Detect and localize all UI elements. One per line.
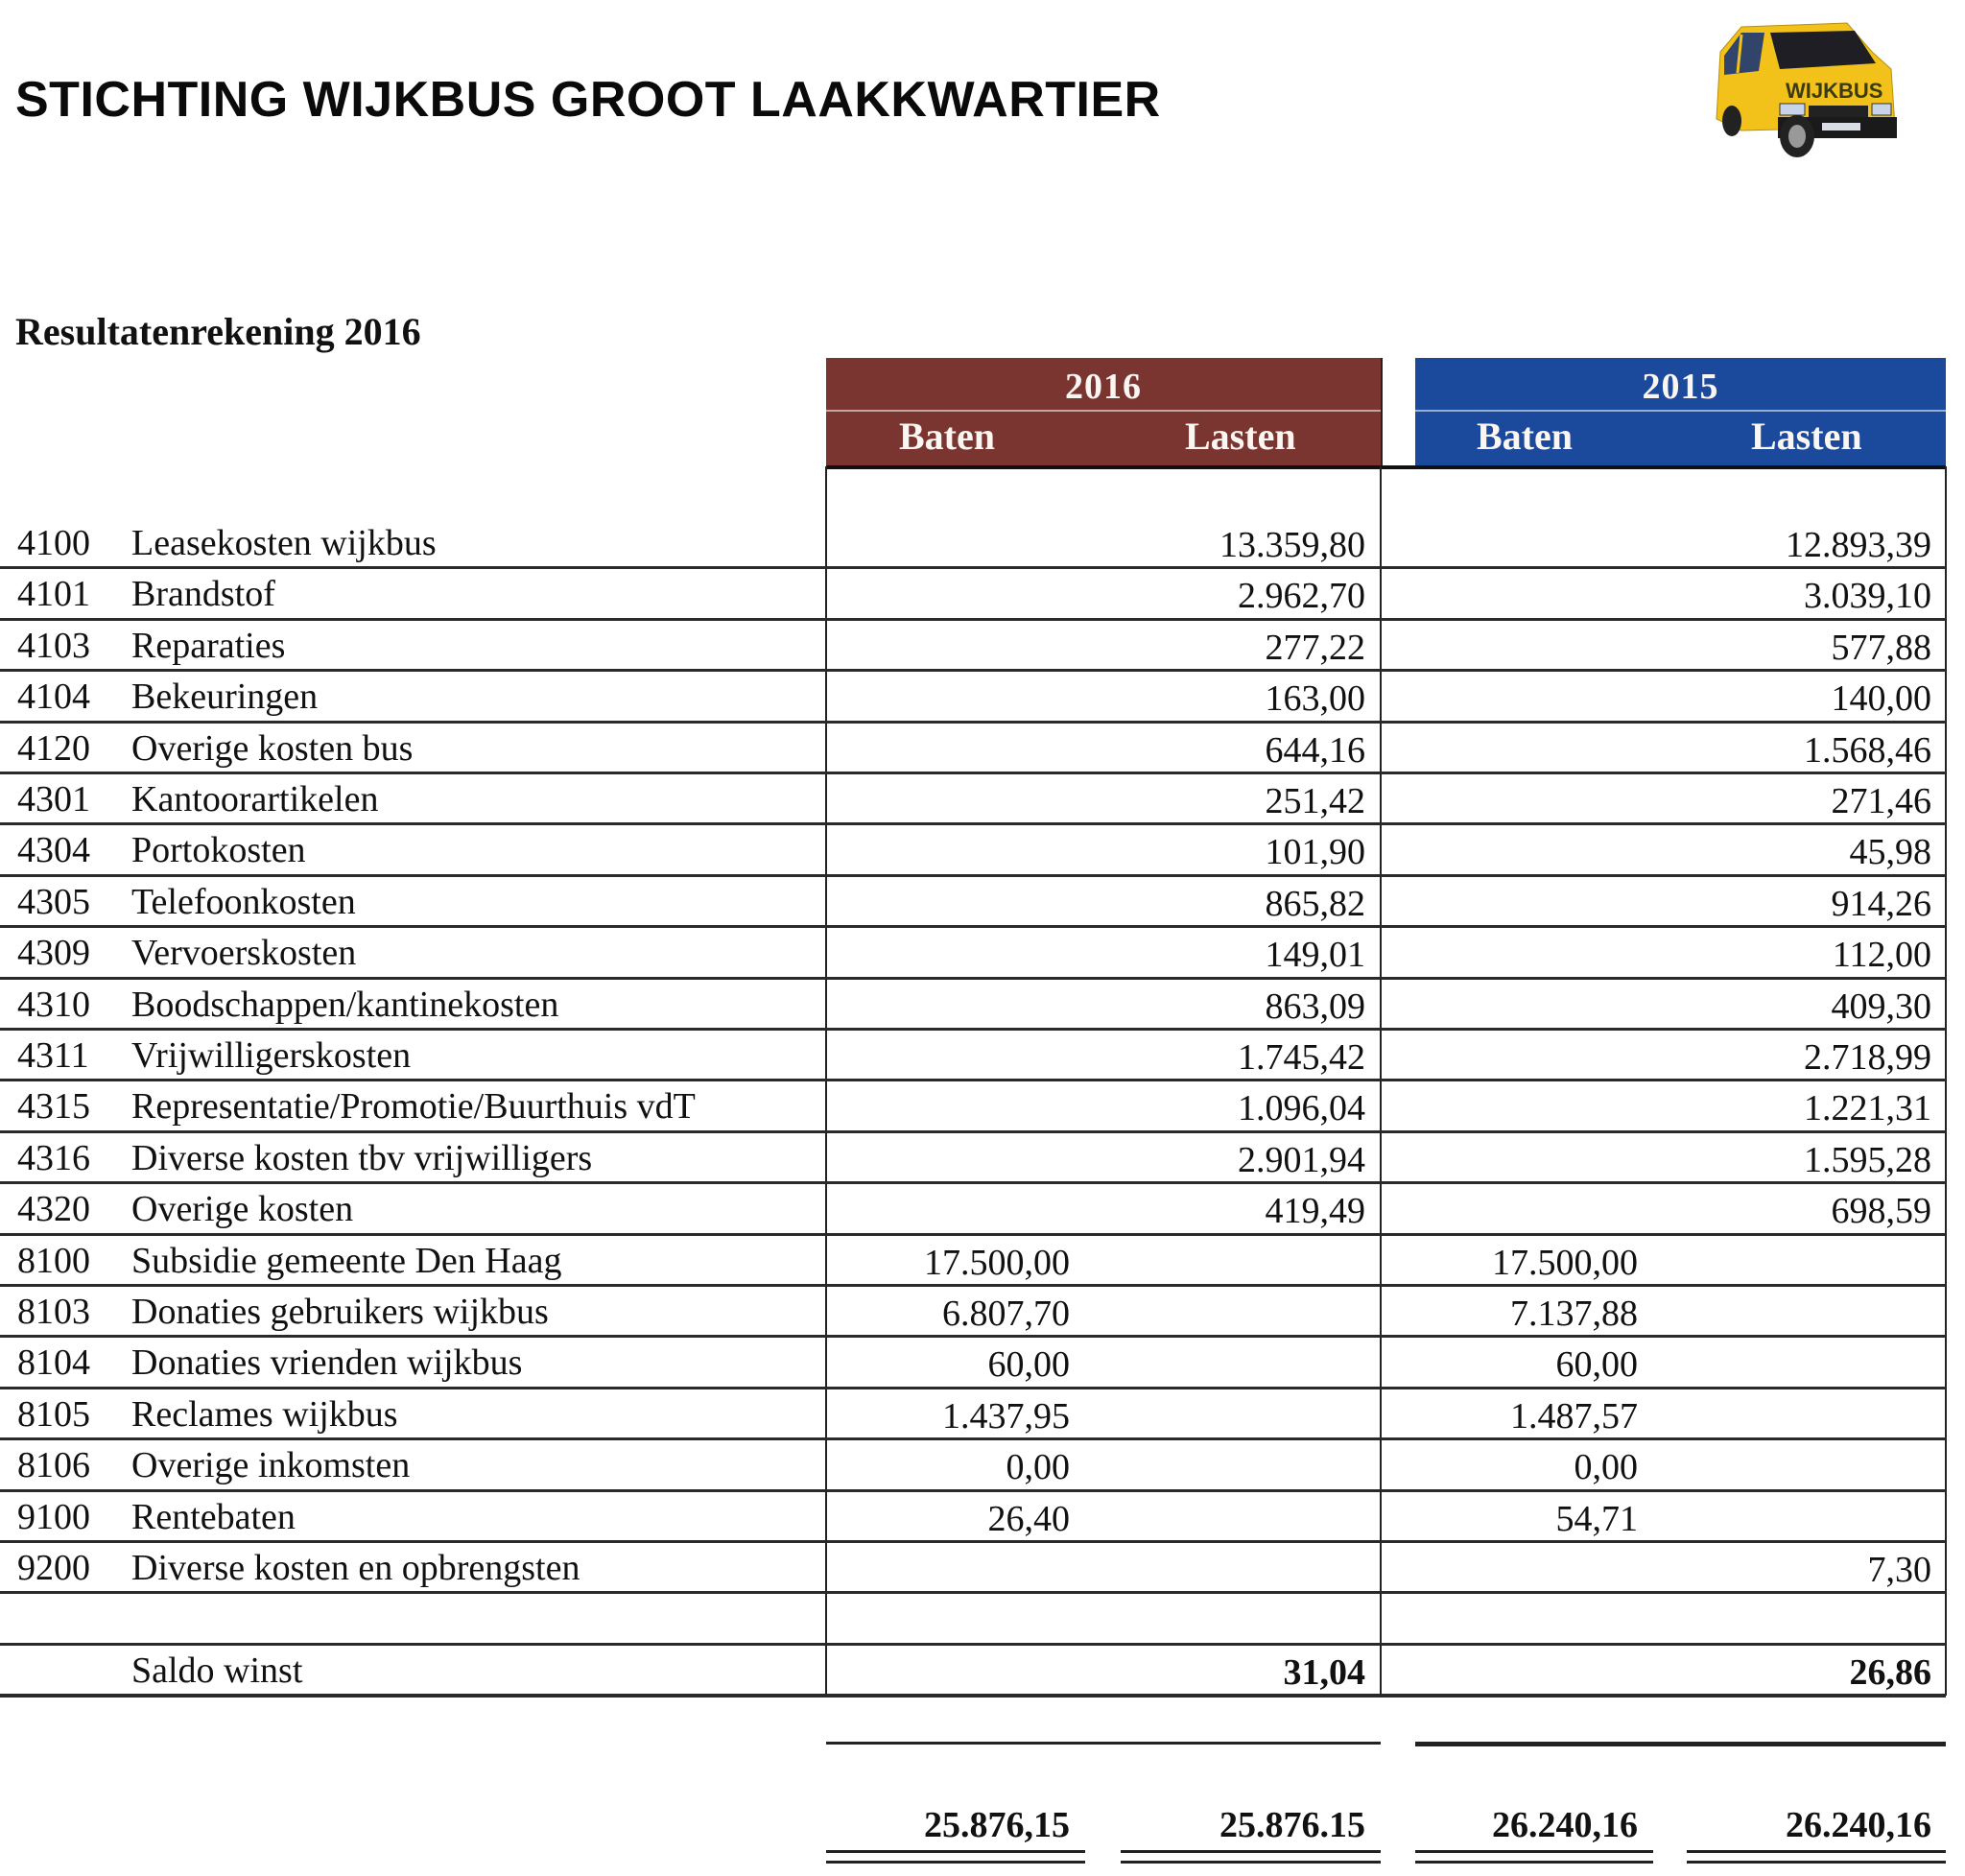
double-underline	[1121, 1850, 1381, 1864]
lasten-2015-value: 7,30	[1867, 1550, 1931, 1590]
header-gap	[1381, 358, 1417, 466]
account-label: Vervoerskosten	[131, 933, 357, 974]
double-underline	[1687, 1850, 1946, 1864]
table-row	[0, 723, 1946, 773]
account-code: 4316	[17, 1137, 90, 1178]
account-label: Subsidie gemeente Den Haag	[131, 1240, 562, 1281]
total-baten-2015: 26.240,16	[1492, 1805, 1638, 1845]
lasten-2015-value: 1.221,31	[1804, 1088, 1931, 1129]
account-label: Rentebaten	[131, 1496, 296, 1537]
baten-2015-value: 60,00	[1555, 1344, 1638, 1386]
account-code: 4305	[17, 881, 90, 922]
column-group-2016	[826, 358, 1381, 466]
lasten-2016-value: 863,09	[1265, 985, 1365, 1027]
account-label: Vrijwilligerskosten	[131, 1035, 412, 1076]
table-row	[0, 927, 1946, 978]
lasten-2016-value: 277,22	[1265, 627, 1365, 668]
account-label: Donaties vrienden wijkbus	[131, 1342, 523, 1384]
total-lasten-2016: 25.876.15	[1219, 1805, 1365, 1845]
lasten-2015-value: 140,00	[1831, 678, 1931, 720]
header-bottom-rule	[826, 465, 1946, 469]
account-label: Representatie/Promotie/Buurthuis vdT	[131, 1086, 696, 1128]
lasten-2015-value: 271,46	[1831, 781, 1931, 821]
lasten-2016-value: 419,49	[1265, 1191, 1365, 1232]
account-code: 4100	[17, 523, 90, 563]
account-code: 8105	[17, 1393, 90, 1435]
table-row	[0, 1080, 1946, 1131]
table-row	[0, 824, 1946, 875]
lasten-2015-value: 409,30	[1831, 985, 1931, 1027]
table-row	[0, 1389, 1946, 1439]
lasten-2015-value: 2.718,99	[1804, 1037, 1931, 1078]
lasten-2016-value: 149,01	[1265, 935, 1365, 976]
baten-2015-value: 7.137,88	[1510, 1294, 1638, 1334]
baten-2015-value: 17.500,00	[1492, 1242, 1638, 1283]
table-row	[0, 671, 1946, 722]
account-label: Telefoonkosten	[131, 881, 356, 922]
baten-2016-header: Baten	[899, 415, 995, 458]
baten-2016-value: 17.500,00	[924, 1242, 1070, 1283]
account-label: Boodschappen/kantinekosten	[131, 984, 559, 1025]
lasten-2015-value: 3.039,10	[1804, 576, 1931, 617]
table-row	[0, 1286, 1946, 1337]
lasten-2016-value: 865,82	[1265, 883, 1365, 924]
account-code: 4315	[17, 1086, 90, 1128]
total-lasten-2015: 26.240,16	[1786, 1805, 1931, 1845]
lasten-2015-value: 1.595,28	[1804, 1139, 1931, 1180]
total-baten-2016: 25.876,15	[924, 1805, 1070, 1845]
account-code: 4304	[17, 830, 90, 871]
account-code: 8100	[17, 1240, 90, 1281]
table-row	[0, 979, 1946, 1030]
lasten-2015-value: 698,59	[1831, 1191, 1931, 1232]
account-label: Overige inkomsten	[131, 1445, 411, 1486]
lasten-2015-header: Lasten	[1751, 415, 1862, 458]
account-code: 4301	[17, 779, 90, 819]
table-row	[0, 517, 1946, 568]
account-code: 4310	[17, 984, 90, 1025]
lasten-2016-value: 1.745,42	[1238, 1037, 1365, 1078]
account-label: Saldo winst	[131, 1650, 303, 1691]
account-code: 4320	[17, 1189, 90, 1230]
svg-text:WIJKBUS: WIJKBUS	[1786, 79, 1883, 103]
lasten-2015-value: 26,86	[1849, 1651, 1931, 1693]
baten-2016-value: 1.437,95	[942, 1395, 1070, 1437]
lasten-2016-value: 251,42	[1265, 781, 1365, 821]
account-code: 8103	[17, 1292, 90, 1332]
lasten-2015-value: 12.893,39	[1786, 525, 1931, 565]
lasten-2015-value: 45,98	[1849, 832, 1931, 873]
baten-2015-header: Baten	[1477, 415, 1573, 458]
organization-title: STICHTING WIJKBUS GROOT LAAKKWARTIER	[15, 72, 1161, 128]
account-label: Diverse kosten en opbrengsten	[131, 1548, 580, 1588]
column-group-2015	[1415, 358, 1946, 466]
baten-2015-value: 1.487,57	[1510, 1395, 1638, 1437]
table-row	[0, 1235, 1946, 1286]
account-code: 4104	[17, 677, 90, 718]
account-label: Diverse kosten tbv vrijwilligers	[131, 1137, 593, 1178]
lasten-2016-value: 163,00	[1265, 678, 1365, 720]
lasten-2016-value: 1.096,04	[1238, 1088, 1365, 1129]
account-code: 4311	[17, 1035, 89, 1076]
baten-2015-value: 0,00	[1574, 1447, 1638, 1488]
baten-2016-value: 26,40	[987, 1498, 1070, 1539]
lasten-2016-value: 31,04	[1283, 1651, 1365, 1693]
baten-2016-value: 6.807,70	[942, 1294, 1070, 1334]
double-underline	[1415, 1850, 1653, 1864]
wijkbus-logo-icon	[1703, 13, 1916, 159]
account-label: Reclames wijkbus	[131, 1393, 398, 1435]
lasten-2015-value: 914,26	[1831, 883, 1931, 924]
year-2016-label: 2016	[1065, 367, 1142, 407]
baten-2016-value: 60,00	[987, 1344, 1070, 1386]
table-row	[0, 1132, 1946, 1183]
table-row	[0, 1183, 1946, 1234]
table-row	[0, 876, 1946, 927]
account-label: Brandstof	[131, 574, 275, 615]
account-label: Leasekosten wijkbus	[131, 523, 437, 563]
lasten-2016-value: 101,90	[1265, 832, 1365, 873]
table-row	[0, 1542, 1946, 1593]
lasten-2016-value: 2.962,70	[1238, 576, 1365, 617]
account-code: 9100	[17, 1496, 90, 1537]
lasten-2016-value: 2.901,94	[1238, 1139, 1365, 1180]
lasten-2016-header: Lasten	[1185, 415, 1296, 458]
account-code: 4309	[17, 933, 90, 974]
header-divider	[1415, 410, 1946, 412]
table-row	[0, 1337, 1946, 1388]
account-label: Reparaties	[131, 625, 286, 666]
baten-2016-value: 0,00	[1006, 1447, 1070, 1488]
year-2015-label: 2015	[1642, 367, 1719, 407]
account-label: Overige kosten bus	[131, 727, 414, 769]
table-row	[0, 568, 1946, 619]
table-row	[0, 1491, 1946, 1542]
lasten-2016-value: 13.359,80	[1219, 525, 1365, 565]
account-code: 9200	[17, 1548, 90, 1588]
report-title: Resultatenrekening 2016	[15, 310, 421, 353]
lasten-2015-value: 1.568,46	[1804, 729, 1931, 771]
total-separator-2016	[826, 1742, 1381, 1745]
account-label: Overige kosten	[131, 1189, 354, 1230]
double-underline	[826, 1850, 1085, 1864]
total-separator-2015	[1415, 1742, 1946, 1746]
table-row	[0, 773, 1946, 824]
saldo-row	[0, 1645, 1946, 1696]
account-code: 8104	[17, 1342, 90, 1384]
lasten-2015-value: 577,88	[1831, 627, 1931, 668]
account-code: 4120	[17, 727, 90, 769]
lasten-2015-value: 112,00	[1832, 935, 1931, 976]
account-label: Portokosten	[131, 830, 306, 871]
account-code: 8106	[17, 1445, 90, 1486]
table-row	[0, 1030, 1946, 1080]
table-row	[0, 1439, 1946, 1490]
account-code: 4101	[17, 574, 90, 615]
account-label: Donaties gebruikers wijkbus	[131, 1292, 549, 1332]
table-row	[0, 620, 1946, 671]
table-row	[0, 1593, 1946, 1644]
account-label: Bekeuringen	[131, 677, 319, 718]
row-divider	[0, 1694, 1946, 1698]
lasten-2016-value: 644,16	[1265, 729, 1365, 771]
account-code: 4103	[17, 625, 90, 666]
baten-2015-value: 54,71	[1555, 1498, 1638, 1539]
header-divider	[826, 410, 1381, 412]
account-label: Kantoorartikelen	[131, 779, 379, 819]
